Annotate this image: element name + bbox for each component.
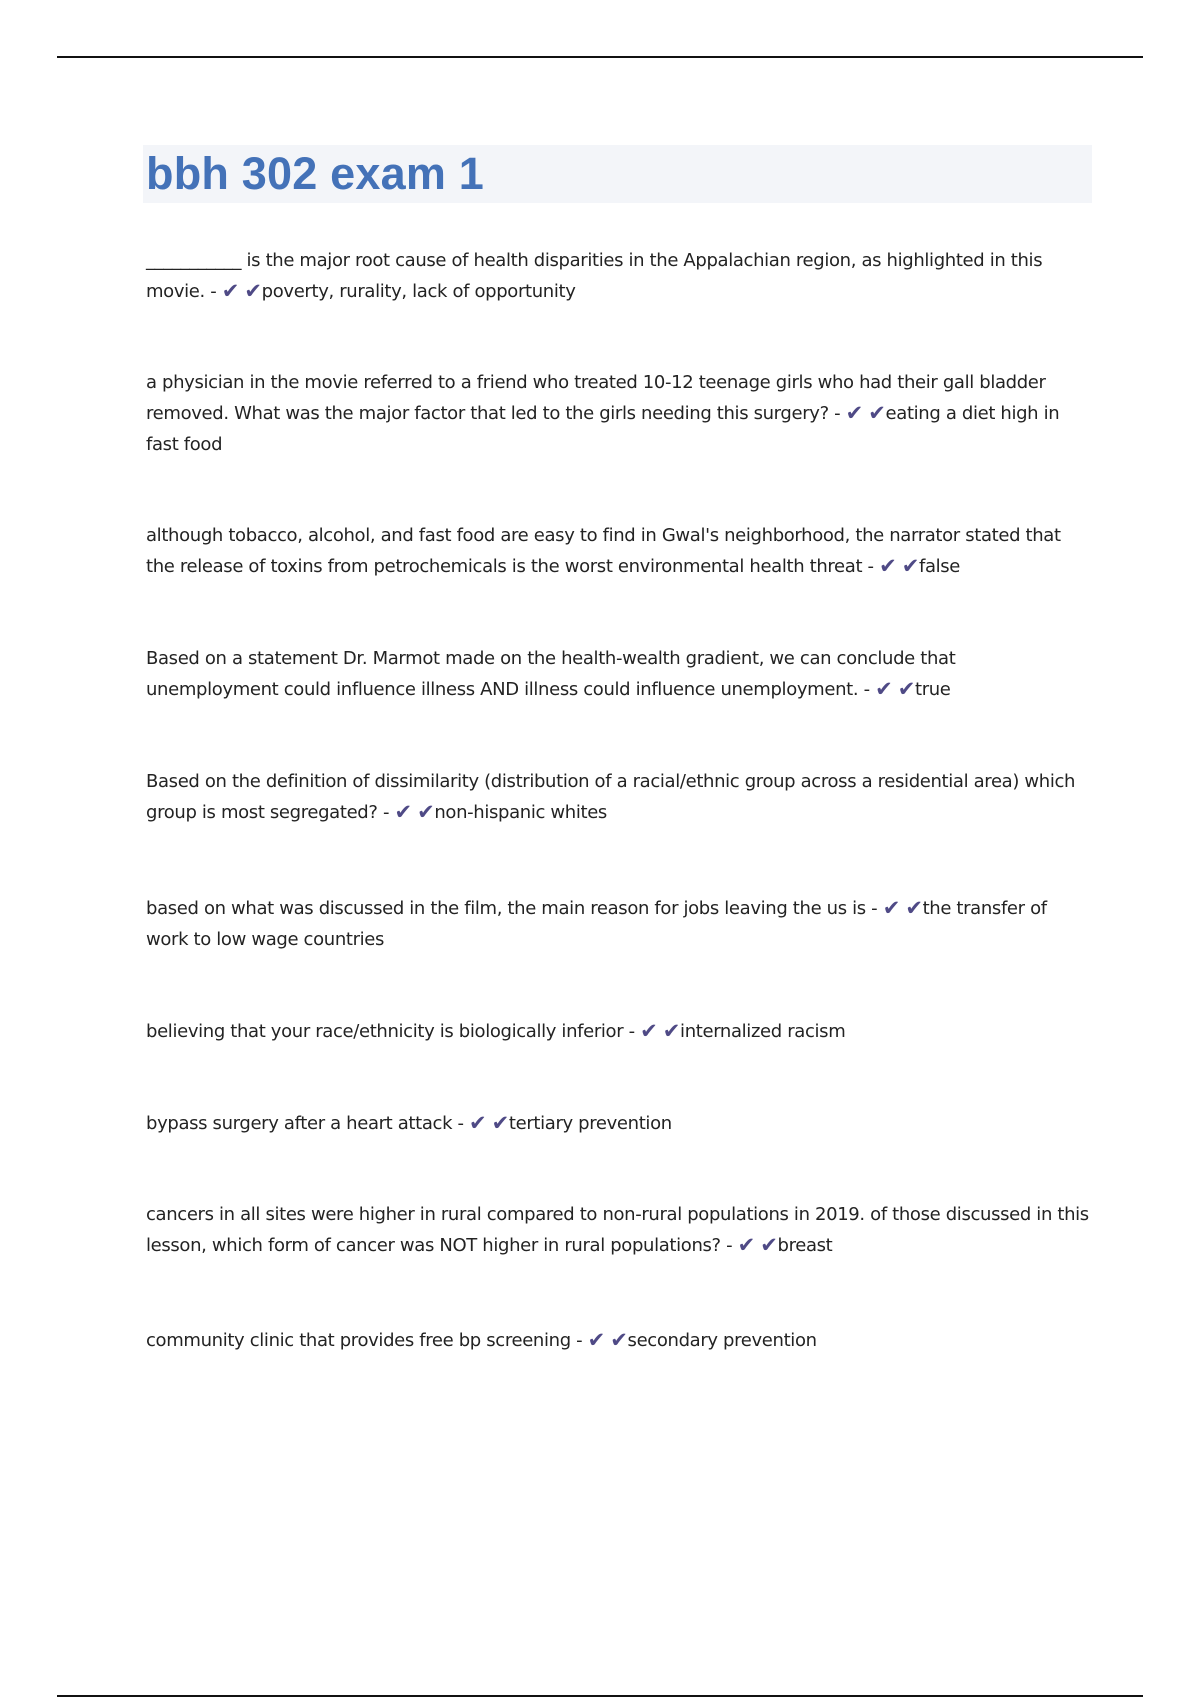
question-text: cancers in all sites were higher in rural compared to non-rural populations in 2019. of those discussed in this lesson, which form of cancer was NOT higher in rural populations? <box>146 1204 1089 1256</box>
page-title: bbh 302 exam 1 <box>146 148 484 199</box>
answer-text: eating a diet high in fast food <box>146 403 1060 455</box>
separator: - <box>862 556 880 577</box>
check-icon: ✔ <box>905 896 923 920</box>
qa-item-10 <box>146 1325 1092 1356</box>
answer-text: tertiary prevention <box>508 1113 672 1134</box>
qa-item-4 <box>146 643 1092 705</box>
qa-item-5 <box>146 766 1092 828</box>
check-icon: ✔ <box>882 896 900 920</box>
check-icon: ✔ <box>244 279 262 303</box>
check-icon: ✔ <box>897 677 915 701</box>
check-icon: ✔ <box>394 800 412 824</box>
question-text: believing that your race/ethnicity is biologically inferior <box>146 1021 624 1042</box>
answer-text: false <box>918 556 961 577</box>
separator: - <box>828 403 846 424</box>
check-icon: ✔ <box>610 1328 628 1352</box>
answer-text: true <box>914 679 951 700</box>
answer-text: internalized racism <box>680 1021 846 1042</box>
answer-text: secondary prevention <box>627 1330 817 1351</box>
check-icon: ✔ <box>845 401 863 425</box>
top-rule <box>57 56 1143 58</box>
answer-text: breast <box>777 1235 833 1256</box>
check-icon: ✔ <box>417 800 435 824</box>
check-icon: ✔ <box>760 1233 778 1257</box>
qa-item-3 <box>146 520 1092 582</box>
answer-text: poverty, rurality, lack of opportunity <box>261 281 576 302</box>
qa-item-1 <box>146 245 1092 307</box>
question-text: a physician in the movie referred to a friend who treated 10-12 teenage girls who had their gall bladder removed. What was the major factor that led to the girls needing this surgery? <box>146 372 1046 424</box>
separator: - <box>570 1330 588 1351</box>
question-text: bypass surgery after a heart attack <box>146 1113 453 1134</box>
check-icon: ✔ <box>662 1019 681 1043</box>
check-icon: ✔ <box>491 1111 509 1135</box>
check-icon: ✔ <box>737 1233 755 1257</box>
question-text: community clinic that provides free bp screening <box>146 1330 571 1351</box>
separator: - <box>865 898 883 919</box>
question-text: based on what was discussed in the film, the main reason for jobs leaving the us is <box>146 898 866 919</box>
separator: - <box>858 679 876 700</box>
check-icon: ✔ <box>879 554 897 578</box>
check-icon: ✔ <box>901 554 919 578</box>
qa-item-9 <box>146 1199 1092 1261</box>
question-text: ___________ is the major root cause of health disparities in the Appalachian region, as highlighted in this movie. <box>146 250 1043 302</box>
check-icon: ✔ <box>868 401 886 425</box>
qa-item-8 <box>146 1108 1092 1139</box>
question-text: although tobacco, alcohol, and fast food are easy to find in Gwal's neighborhood, the narrator stated that the release of toxins from petrochemicals is the worst environmental health threat <box>146 525 1061 577</box>
separator: - <box>720 1235 738 1256</box>
qa-item-2 <box>146 367 1092 460</box>
separator: - <box>452 1113 470 1134</box>
question-text: Based on the definition of dissimilarity (distribution of a racial/ethnic group across a residential area) which group is most segregated? <box>146 771 1076 823</box>
separator: - <box>204 281 222 302</box>
bottom-rule <box>57 1695 1143 1697</box>
check-icon: ✔ <box>221 279 240 303</box>
qa-item-6 <box>146 893 1092 955</box>
answer-text: the transfer of work to low wage countries <box>146 898 1047 950</box>
check-icon: ✔ <box>640 1019 658 1043</box>
answer-text: non-hispanic whites <box>434 802 607 823</box>
check-icon: ✔ <box>875 677 893 701</box>
check-icon: ✔ <box>587 1328 605 1352</box>
check-icon: ✔ <box>469 1111 487 1135</box>
separator: - <box>377 802 395 823</box>
separator: - <box>623 1021 641 1042</box>
qa-item-7 <box>146 1016 1092 1047</box>
question-text: Based on a statement Dr. Marmot made on the health-wealth gradient, we can conclude that unemployment could influence illness AND illness could influence unemployment. <box>146 648 956 700</box>
